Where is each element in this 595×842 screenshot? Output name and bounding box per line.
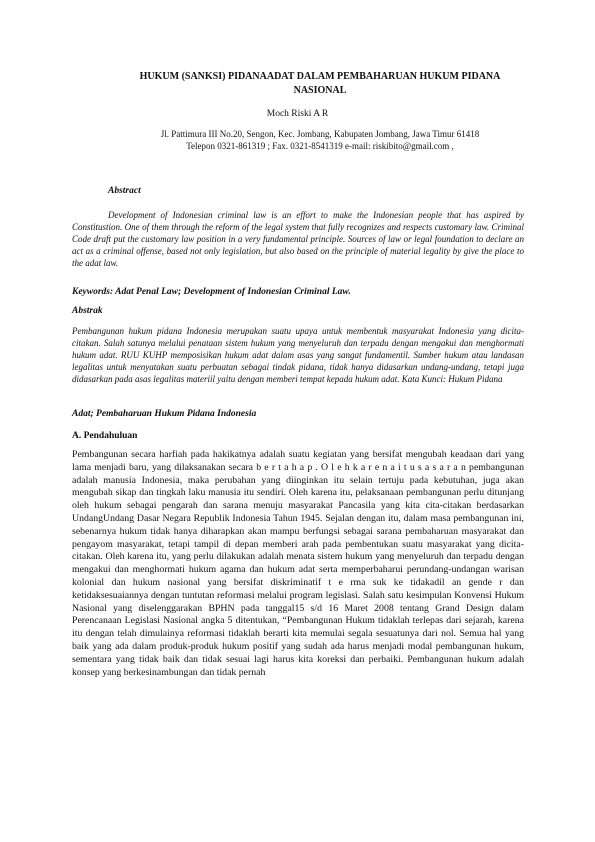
- abstract-heading: Abstract: [108, 186, 141, 196]
- paper-title-line-1: HUKUM (SANKSI) PIDANAADAT DALAM PEMBAHARUAN HUKUM PIDANA: [139, 71, 501, 82]
- section-a-heading: A. Pendahuluan: [72, 431, 138, 441]
- address-line-1: Jl. Pattimura III No.20, Sengon, Kec. Jombang, Kabupaten Jombang, Jawa Timur 61418: [160, 129, 480, 139]
- address-line-2: Telepon 0321-861319 ; Fax. 0321-8541319 e-mail: riskibito@gmail.com ,: [186, 141, 454, 151]
- author-name: Moch Riski A R: [266, 109, 329, 119]
- abstrak-heading: Abstrak: [72, 306, 103, 316]
- section-a-body: Pembangunan secara harfiah pada hakikatnya adalah suatu kegiatan yang bersifat mengubah keadaan dari yang lama menjadi baru, yang dilaksanakan secara b e r t a h a p . O l e h k a r e n a i t u s a s a r a n pembangunan adalah manusia Indonesia, maka perubahan yang diinginkan itu selain tertuju pada kebutuhan, juga akan mengubah sikap dan tingkah laku manusia itu sendiri. Oleh karena itu, pelaksanaan pembangunan perlu ditunjang oleh hukum sebagai pengarah dan sarana menuju masyarakat Pancasila yang kita cita-citakan berdasarkan UndangUndang Dasar Negara Republik Indonesia Tahun 1945. Sejalan dengan itu, dalam masa pembangunan ini, sebenarnya hukum tidak hanya diharapkan akan mampu berfungsi sebagai sarana pembaharuan masyarakat dan pengayom masyarakat, tetapi tampil di depan memberi arah pada pembentukan suatu masyarakat yang dicita-citakan. Oleh karena itu, yang perlu dilakukan adalah menata sistem hukum yang menyeluruh dan terpadu dengan mengakui dan menghormati hukum agama dan hukum adat serta memperbaharui perundang-undangan warisan kolonial dan hukum nasional yang bersifat diskriminatif t e rma suk ke tidakadil an gende r dan ketidaksesuaiannya dengan tuntutan reformasi melalui program legislasi. Salah satu kesimpulan Konvensi Hukum Nasional yang diselenggarakan BPHN pada tanggal15 s/d 16 Maret 2008 tentang Grand Design dalam Perencanaan Legislasi Nasional angka 5 ditentukan, “Pembangunan Hukum tidaklah terlepas dari sejarah, karena itu dengan telah dimulainya reformasi tidaklah berarti kita memulai segala sesuatunya dari nol. Semua hal yang baik yang ada dalam produk-produk hukum positif yang sudah ada harus menjadi modal pembangunan hukum, sementara yang tidak baik dan tidak sesuai lagi harus kita koreksi dan perbaiki. Pembangunan hukum adalah konsep yang berkesinambungan dan tidak pernah: [72, 449, 524, 678]
- keywords-line: Keywords: Adat Penal Law; Development of Indonesian Criminal Law.: [72, 287, 351, 297]
- author-address: [120, 128, 520, 152]
- abstrak-text: Pembangunan hukum pidana Indonesia merupakan suatu upaya untuk membentuk masyarakat Indonesia yang dicita-citakan. Salah satunya melalui penataan sistem hukum yang menyeluruh dan terpadu dengan mengakui dan menghormati hukum adat. RUU KUHP memposisikan hukum adat dalam asas yang sangat fundamentil. Sumber hukum atau landasan legalitas untuk menyatakan suatu perbuatan sebagai tindak pidana, tidak hanya didasarkan undang-undang, tetapi juga didasarkan pada asas legalitas materiil yaitu dengan memberi tempat kepada hukum adat. Kata Kunci: Hukum Pidana: [72, 326, 524, 384]
- abstract-text: Development of Indonesian criminal law is an effort to make the Indonesian people that has aspired by Constitustion. One of them through the reform of the legal system that fully recognizes and respects customary law. Criminal Code draft put the customary law position in a very fundamental principle. Sources of law or legal foundation to declare an act as a criminal offense, based not only legislation, but also based on the principle of material legality by give the place to the adat law.: [72, 210, 524, 268]
- paper-title-line-2: NASIONAL: [293, 85, 347, 96]
- abstrak-keywords: Adat; Pembaharuan Hukum Pidana Indonesia: [72, 409, 257, 419]
- paper-title: [120, 70, 520, 98]
